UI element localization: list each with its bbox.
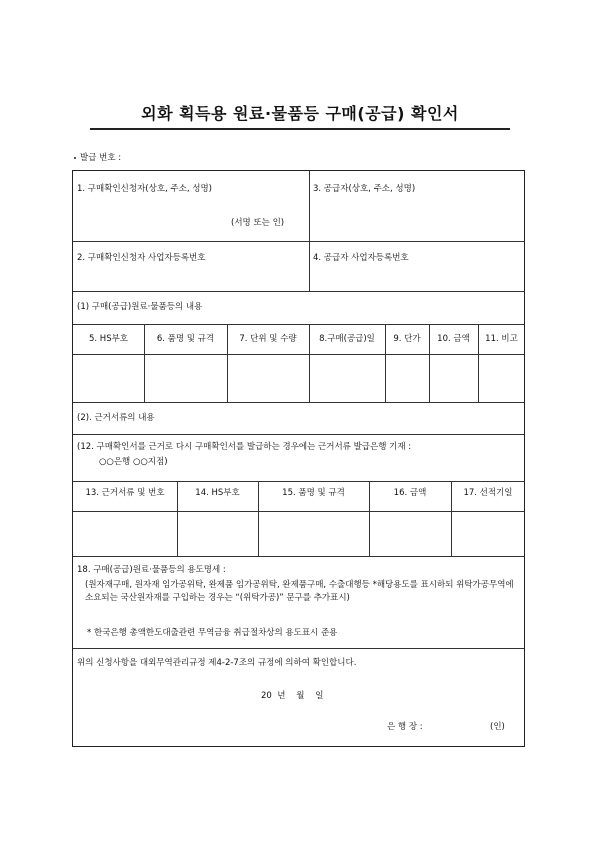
row-divider bbox=[73, 324, 524, 325]
issue-date-line: 20 년 월 일 bbox=[261, 691, 324, 701]
applicant-label: 1. 구매확인신청자(상호, 주소, 성명) bbox=[77, 184, 212, 194]
docs-col-item-spec: 15. 품명 및 규격 bbox=[282, 488, 345, 498]
row-divider bbox=[73, 434, 524, 435]
applicant-bizno-label: 2. 구매확인신청자 사업자등록번호 bbox=[77, 253, 206, 263]
docs-note-line2: ○○은행 ○○지점) bbox=[99, 457, 168, 467]
docs-col-doc-number: 13. 근거서류 및 번호 bbox=[85, 488, 165, 498]
signature-note: (서명 또는 인) bbox=[231, 218, 285, 228]
bullet-icon bbox=[74, 157, 76, 159]
supplier-label: 3. 공급자(상호, 주소, 성명) bbox=[313, 184, 416, 194]
supplier-bizno-label: 4. 공급자 사업자등록번호 bbox=[313, 253, 409, 263]
docs-col-amount: 16. 금액 bbox=[393, 488, 427, 498]
column-divider bbox=[309, 171, 310, 291]
docs-section-label: (2). 근거서류의 내용 bbox=[77, 413, 155, 423]
row-divider bbox=[73, 556, 524, 557]
row-divider bbox=[73, 648, 524, 649]
issue-number-field bbox=[74, 151, 121, 163]
row-divider bbox=[73, 511, 524, 512]
docs-col-hs-code: 14. HS부호 bbox=[195, 488, 240, 498]
goods-col-unit-qty: 7. 단위 및 수량 bbox=[239, 334, 297, 344]
goods-col-remarks: 11. 비고 bbox=[485, 334, 518, 344]
bank-head-label: 은 행 장 : bbox=[387, 722, 423, 732]
goods-section-label: (1) 구매(공급)원료·물품등의 내용 bbox=[77, 302, 203, 312]
row-divider bbox=[73, 481, 524, 482]
docs-col-shipping-date: 17. 선적기일 bbox=[463, 488, 513, 498]
goods-col-item-spec: 6. 품명 및 규격 bbox=[156, 334, 215, 344]
goods-col-hs-code: 5. HS부호 bbox=[88, 334, 129, 344]
usage-label: 18. 구매(공급)원료·물품등의 용도명세 : bbox=[77, 565, 226, 575]
docs-note-line1: (12. 구매확인서를 근거로 다시 구매확인서를 발급하는 경우에는 근거서류 발급은행 기재 : bbox=[77, 442, 412, 452]
row-divider bbox=[73, 354, 524, 355]
issue-number-label: 발급 번호 : bbox=[80, 153, 122, 163]
row-divider bbox=[73, 402, 524, 403]
document-title: 외화 획득용 원료·물품등 구매(공급) 확인서 bbox=[141, 104, 459, 123]
goods-col-amount: 10. 금액 bbox=[437, 334, 470, 344]
goods-col-unit-price: 9. 단가 bbox=[393, 334, 421, 344]
usage-description: (원자재구매, 원자재 임가공위탁, 완제품 임가공위탁, 완제품구매, 수출대행등 *해당용도를 표시하되 위탁가공무역에 소요되는 국산원자재를 구입하는 경우는 “(위탁가공)” 문구를 추가표시) bbox=[85, 580, 514, 603]
usage-footnote: * 한국은행 총액한도대출관련 무역금융 취급절차상의 용도표시 준용 bbox=[87, 628, 338, 638]
row-divider bbox=[73, 291, 524, 292]
confirmation-form bbox=[72, 170, 525, 747]
title-underline bbox=[90, 128, 510, 130]
row-divider bbox=[73, 241, 524, 242]
seal-label: (인) bbox=[490, 722, 505, 732]
goods-col-purchase-date: 8.구매(공급)일 bbox=[319, 334, 375, 344]
confirmation-statement: 위의 신청사항을 대외무역관리규정 제4-2-7조의 규정에 의하여 확인합니다. bbox=[77, 658, 357, 668]
